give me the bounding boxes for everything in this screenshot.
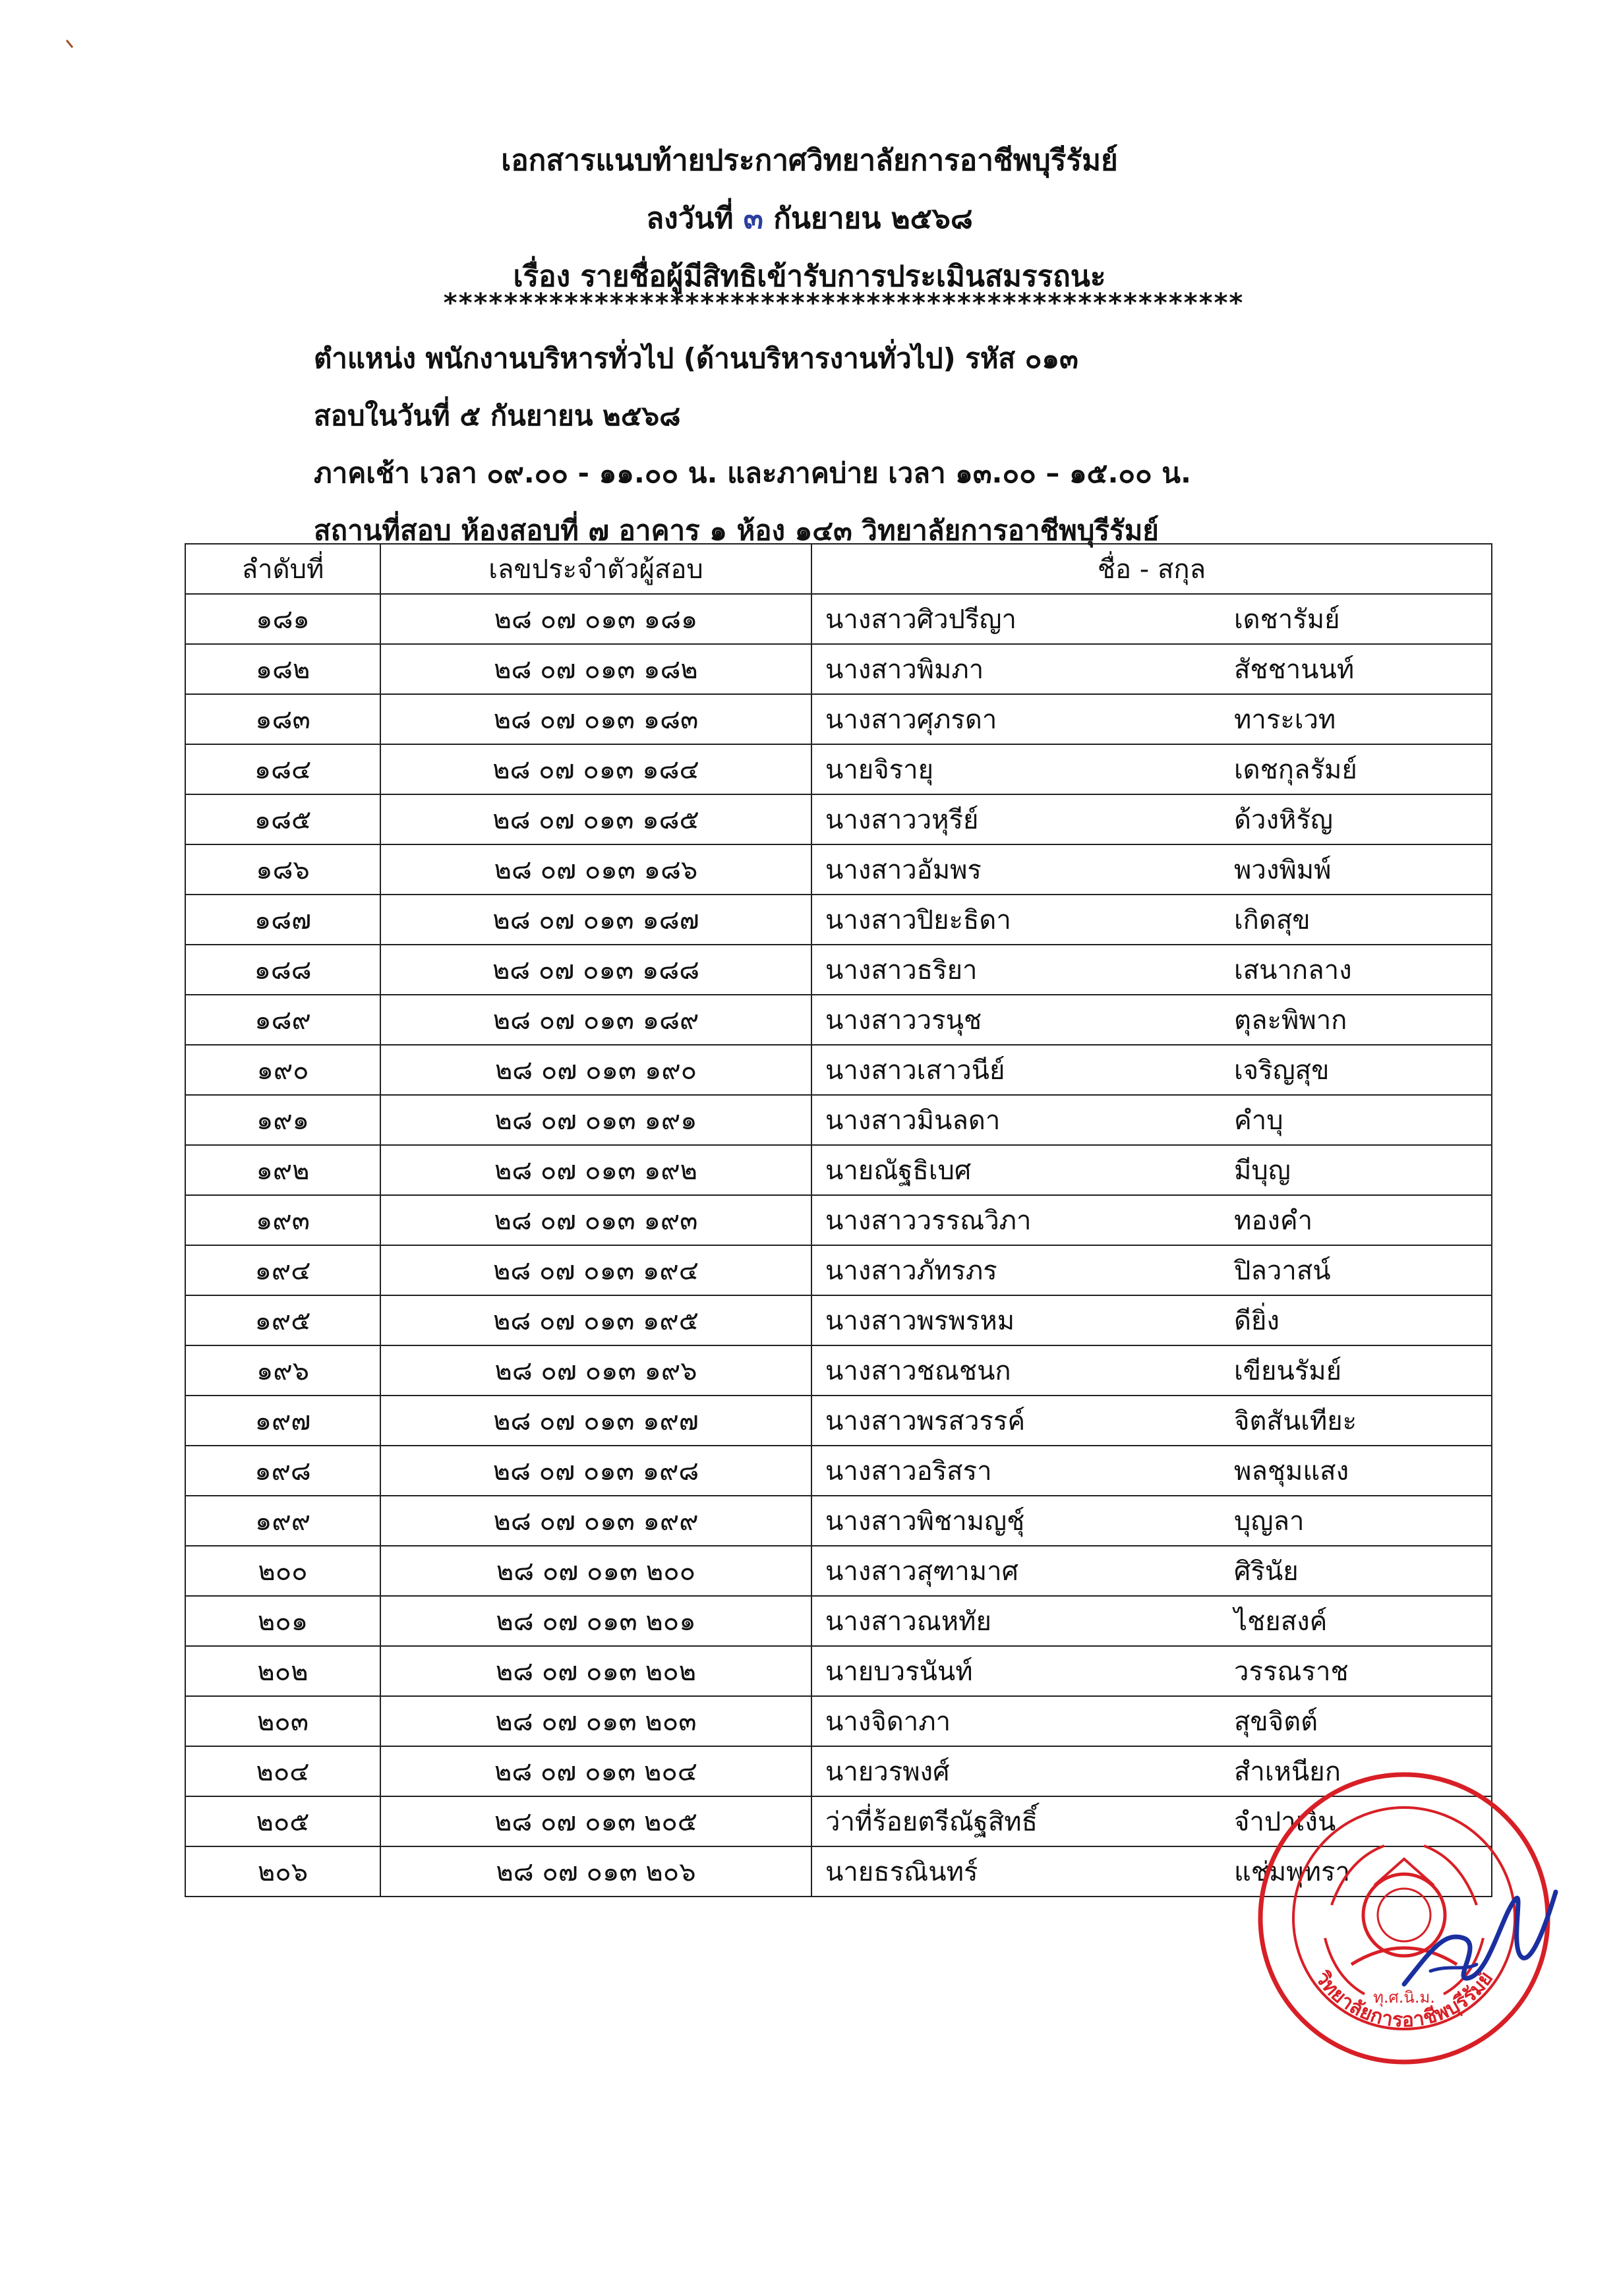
row-candidate-id: ๒๘ ๐๗ ๐๑๓ ๑๙๔ — [380, 1245, 811, 1295]
row-last-name: เดชารัมย์ — [1234, 604, 1340, 635]
row-first-name: นางสาวพิมภา — [825, 655, 984, 685]
row-last-name: เจริญสุข — [1234, 1055, 1330, 1086]
row-last-name: สุขจิตต์ — [1234, 1707, 1318, 1737]
row-candidate-id: ๒๘ ๐๗ ๐๑๓ ๑๘๒ — [380, 644, 811, 694]
row-full-name — [811, 794, 1492, 844]
row-seq: ๑๙๒ — [185, 1145, 380, 1195]
row-last-name: เกิดสุข — [1234, 905, 1310, 935]
header-full-name: ชื่อ - สกุล — [811, 544, 1492, 594]
seal-abbrev: ทุ.ศ.นิ.ม. — [1373, 1988, 1435, 2007]
table-row — [185, 1696, 1492, 1746]
exam-place-line: สถานที่สอบ ห้องสอบที่ ๗ อาคาร ๑ ห้อง ๑๔๓ วิทยาลัยการอาชีพบุรีรัมย์ — [314, 514, 1159, 546]
row-seq: ๑๘๙ — [185, 995, 380, 1045]
row-candidate-id: ๒๘ ๐๗ ๐๑๓ ๑๙๘ — [380, 1446, 811, 1496]
row-last-name: บุญลา — [1234, 1506, 1305, 1537]
row-seq: ๑๘๕ — [185, 794, 380, 844]
row-seq: ๒๐๔ — [185, 1746, 380, 1796]
row-seq: ๑๘๘ — [185, 945, 380, 995]
row-full-name — [811, 1596, 1492, 1646]
row-first-name: นางสาวสุฑามาศ — [825, 1556, 1018, 1587]
table-row — [185, 1446, 1492, 1496]
row-full-name — [811, 1696, 1492, 1746]
table-row — [185, 895, 1492, 945]
row-seq: ๑๘๗ — [185, 895, 380, 945]
row-seq: ๑๘๔ — [185, 744, 380, 794]
row-last-name: สัชชานนท์ — [1234, 655, 1355, 685]
row-first-name: นายวรพงศ์ — [825, 1757, 950, 1787]
row-candidate-id: ๒๘ ๐๗ ๐๑๓ ๑๘๗ — [380, 895, 811, 945]
row-candidate-id: ๒๘ ๐๗ ๐๑๓ ๑๙๑ — [380, 1095, 811, 1145]
row-full-name — [811, 694, 1492, 744]
row-candidate-id: ๒๘ ๐๗ ๐๑๓ ๑๙๕ — [380, 1295, 811, 1345]
row-seq: ๑๘๓ — [185, 694, 380, 744]
row-seq: ๑๙๓ — [185, 1195, 380, 1245]
position-line: ตำแหน่ง พนักงานบริหารทั่วไป (ด้านบริหารงานทั่วไป) รหัส ๐๑๓ — [314, 342, 1078, 374]
row-full-name — [811, 1345, 1492, 1396]
row-full-name — [811, 1396, 1492, 1446]
row-candidate-id: ๒๘ ๐๗ ๐๑๓ ๑๘๙ — [380, 995, 811, 1045]
row-first-name: นางสาวศุภรดา — [825, 705, 997, 735]
table-header-row — [185, 544, 1492, 594]
row-seq: ๒๐๒ — [185, 1646, 380, 1696]
row-full-name — [811, 1245, 1492, 1295]
table-row — [185, 744, 1492, 794]
row-first-name: นางสาวณหทัย — [825, 1606, 991, 1637]
row-seq: ๑๘๖ — [185, 844, 380, 895]
document-subject: เรื่อง รายชื่อผู้มีสิทธิเข้ารับการประเมินสมรรถนะ — [513, 260, 1106, 293]
table-row — [185, 594, 1492, 644]
candidate-table — [185, 543, 1492, 1897]
table-row — [185, 844, 1492, 895]
row-first-name: ว่าที่ร้อยตรีณัฐสิทธิ์ — [825, 1807, 1038, 1837]
row-last-name: ปิลวาสน์ — [1234, 1256, 1331, 1286]
row-last-name: พลชุมแสง — [1234, 1456, 1349, 1487]
row-candidate-id: ๒๘ ๐๗ ๐๑๓ ๑๙๓ — [380, 1195, 811, 1245]
row-last-name: มีบุญ — [1234, 1156, 1291, 1186]
row-full-name — [811, 1446, 1492, 1496]
row-first-name: นางสาวพรพรหม — [825, 1306, 1015, 1336]
date-prefix: ลงวันที่ — [646, 202, 734, 235]
row-candidate-id: ๒๘ ๐๗ ๐๑๓ ๑๘๖ — [380, 844, 811, 895]
row-first-name: นางสาวศิวปรีญา — [825, 604, 1016, 635]
table-row — [185, 1045, 1492, 1095]
date-day-handwritten: ๓ — [743, 202, 763, 235]
row-seq: ๒๐๑ — [185, 1596, 380, 1646]
row-last-name: ทาระเวท — [1234, 705, 1336, 735]
row-first-name: นางสาวมินลดา — [825, 1105, 1001, 1136]
table-row — [185, 945, 1492, 995]
row-last-name: ดียิ่ง — [1234, 1306, 1280, 1336]
document-date — [0, 190, 1619, 248]
row-full-name — [811, 1045, 1492, 1095]
date-month-year: กันยายน ๒๕๖๘ — [773, 202, 973, 235]
row-first-name: นางจิดาภา — [825, 1707, 951, 1737]
row-seq: ๑๘๒ — [185, 644, 380, 694]
row-first-name: นางสาวภัทรภร — [825, 1256, 997, 1286]
row-seq: ๑๙๖ — [185, 1345, 380, 1396]
row-seq: ๑๙๕ — [185, 1295, 380, 1345]
exam-time-line: ภาคเช้า เวลา ๐๙.๐๐ - ๑๑.๐๐ น. และภาคบ่าย เวลา ๑๓.๐๐ – ๑๕.๐๐ น. — [314, 457, 1191, 489]
row-first-name: นางสาววรนุช — [825, 1005, 982, 1036]
row-first-name: นายบวรนันท์ — [825, 1657, 973, 1687]
exam-date-line: สอบในวันที่ ๕ กันยายน ๒๕๖๘ — [314, 399, 681, 432]
row-last-name: สำเหนียก — [1234, 1757, 1341, 1787]
table-body — [185, 594, 1492, 1897]
row-first-name: นางสาววรรณวิภา — [825, 1206, 1032, 1236]
row-full-name — [811, 744, 1492, 794]
row-last-name: วรรณราช — [1234, 1657, 1349, 1687]
row-last-name: เดชกุลรัมย์ — [1234, 755, 1357, 785]
row-first-name: นางสาวพรสวรรค์ — [825, 1406, 1026, 1436]
header-candidate-id: เลขประจำตัวผู้สอบ — [380, 544, 811, 594]
row-last-name: พวงพิมพ์ — [1234, 855, 1332, 885]
table-row — [185, 1195, 1492, 1245]
row-candidate-id: ๒๘ ๐๗ ๐๑๓ ๒๐๓ — [380, 1696, 811, 1746]
row-candidate-id: ๒๘ ๐๗ ๐๑๓ ๑๘๑ — [380, 594, 811, 644]
row-seq: ๑๙๑ — [185, 1095, 380, 1145]
scan-speck-icon — [66, 40, 74, 49]
row-candidate-id: ๒๘ ๐๗ ๐๑๓ ๒๐๔ — [380, 1746, 811, 1796]
row-full-name — [811, 1546, 1492, 1596]
row-seq: ๑๙๗ — [185, 1396, 380, 1446]
row-seq: ๑๙๔ — [185, 1245, 380, 1295]
row-candidate-id: ๒๘ ๐๗ ๐๑๓ ๒๐๑ — [380, 1596, 811, 1646]
row-first-name: นายณัฐธิเบศ — [825, 1156, 972, 1186]
seal-college-name: วิทยาลัยการอาชีพบุรีรัมย์ — [1310, 1967, 1498, 2032]
table-row — [185, 1396, 1492, 1446]
row-full-name — [811, 1095, 1492, 1145]
row-seq: ๒๐๖ — [185, 1846, 380, 1897]
row-full-name — [811, 644, 1492, 694]
row-seq: ๒๐๕ — [185, 1796, 380, 1846]
document-header — [0, 132, 1619, 306]
row-last-name: เสนากลาง — [1234, 955, 1352, 986]
row-first-name: นายจิรายุ — [825, 755, 934, 785]
row-last-name: ด้วงหิรัญ — [1234, 805, 1333, 835]
row-last-name: คำบุ — [1234, 1105, 1283, 1136]
row-full-name — [811, 1295, 1492, 1345]
row-seq: ๑๙๙ — [185, 1496, 380, 1546]
row-candidate-id: ๒๘ ๐๗ ๐๑๓ ๑๘๘ — [380, 945, 811, 995]
row-candidate-id: ๒๘ ๐๗ ๐๑๓ ๑๘๕ — [380, 794, 811, 844]
row-candidate-id: ๒๘ ๐๗ ๐๑๓ ๑๙๖ — [380, 1345, 811, 1396]
row-candidate-id: ๒๘ ๐๗ ๐๑๓ ๑๘๓ — [380, 694, 811, 744]
row-full-name — [811, 844, 1492, 895]
document-title: เอกสารแนบท้ายประกาศวิทยาลัยการอาชีพบุรีรัมย์ — [501, 144, 1118, 177]
row-first-name: นางสาวพิชามญชุ์ — [825, 1506, 1025, 1537]
table-row — [185, 1646, 1492, 1696]
table-row — [185, 1095, 1492, 1145]
row-seq: ๑๙๘ — [185, 1446, 380, 1496]
row-candidate-id: ๒๘ ๐๗ ๐๑๓ ๒๐๖ — [380, 1846, 811, 1897]
row-candidate-id: ๒๘ ๐๗ ๐๑๓ ๑๘๔ — [380, 744, 811, 794]
row-seq: ๑๙๐ — [185, 1045, 380, 1095]
row-candidate-id: ๒๘ ๐๗ ๐๑๓ ๒๐๒ — [380, 1646, 811, 1696]
table-row — [185, 995, 1492, 1045]
row-last-name: เขียนรัมย์ — [1234, 1356, 1342, 1386]
table-row — [185, 644, 1492, 694]
row-last-name: ทองคำ — [1234, 1206, 1313, 1236]
header-divider: ***************************************************** — [443, 290, 1245, 316]
table-row — [185, 1496, 1492, 1546]
row-full-name — [811, 945, 1492, 995]
row-first-name: นางสาวธริยา — [825, 955, 978, 986]
row-candidate-id: ๒๘ ๐๗ ๐๑๓ ๒๐๕ — [380, 1796, 811, 1846]
row-last-name: ไชยสงค์ — [1234, 1606, 1328, 1637]
row-seq: ๑๘๑ — [185, 594, 380, 644]
row-candidate-id: ๒๘ ๐๗ ๐๑๓ ๑๙๒ — [380, 1145, 811, 1195]
table-row — [185, 1546, 1492, 1596]
exam-details — [314, 330, 1500, 559]
table-row — [185, 694, 1492, 744]
row-seq: ๒๐๓ — [185, 1696, 380, 1746]
table-row — [185, 1295, 1492, 1345]
row-first-name: นางสาวอัมพร — [825, 855, 982, 885]
table-row — [185, 1345, 1492, 1396]
row-last-name: จิตสันเทียะ — [1234, 1406, 1357, 1436]
row-last-name: แช่มพุทรา — [1234, 1857, 1350, 1887]
row-full-name — [811, 1646, 1492, 1696]
row-full-name — [811, 995, 1492, 1045]
row-full-name — [811, 1145, 1492, 1195]
row-full-name — [811, 1496, 1492, 1546]
row-first-name: นางสาวชณชนก — [825, 1356, 1011, 1386]
row-first-name: นางสาววหุรีย์ — [825, 805, 979, 835]
header-seq: ลำดับที่ — [185, 544, 380, 594]
table-row — [185, 1145, 1492, 1195]
row-last-name: ตุละพิพาก — [1234, 1005, 1347, 1036]
row-full-name — [811, 895, 1492, 945]
row-candidate-id: ๒๘ ๐๗ ๐๑๓ ๑๙๗ — [380, 1396, 811, 1446]
row-seq: ๒๐๐ — [185, 1546, 380, 1596]
row-first-name: นางสาวปิยะธิดา — [825, 905, 1011, 935]
table-row — [185, 794, 1492, 844]
row-full-name — [811, 1195, 1492, 1245]
table-row — [185, 1245, 1492, 1295]
row-first-name: นางสาวอริสรา — [825, 1456, 992, 1487]
row-candidate-id: ๒๘ ๐๗ ๐๑๓ ๑๙๐ — [380, 1045, 811, 1095]
row-candidate-id: ๒๘ ๐๗ ๐๑๓ ๑๙๙ — [380, 1496, 811, 1546]
row-full-name — [811, 594, 1492, 644]
row-last-name: จำปาเงิน — [1234, 1807, 1336, 1837]
handwritten-signature — [1391, 1872, 1562, 2011]
row-first-name: นายธรณินทร์ — [825, 1857, 978, 1887]
row-candidate-id: ๒๘ ๐๗ ๐๑๓ ๒๐๐ — [380, 1546, 811, 1596]
row-last-name: ศิรินัย — [1234, 1556, 1299, 1587]
table-row — [185, 1596, 1492, 1646]
row-first-name: นางสาวเสาวนีย์ — [825, 1055, 1005, 1086]
